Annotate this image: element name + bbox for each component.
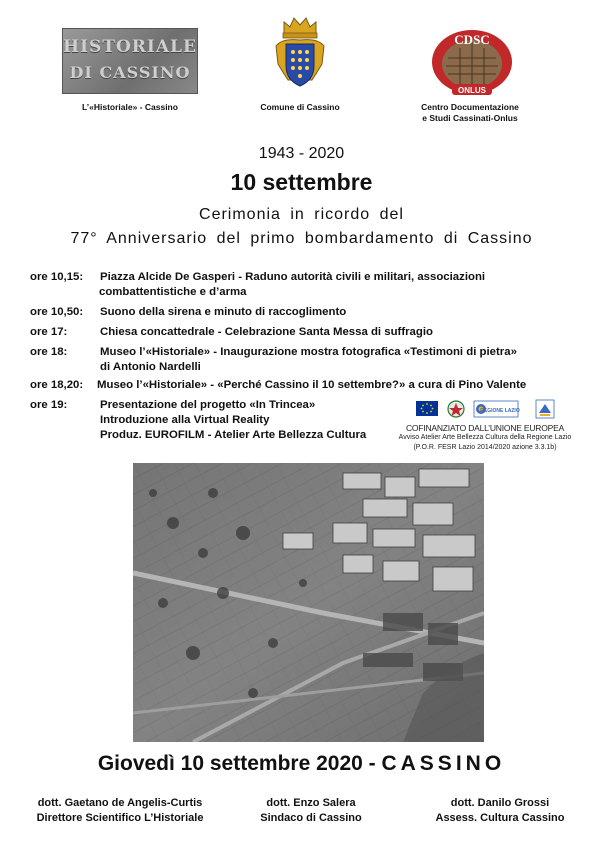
schedule-line: Museo l’«Historiale» - «Perché Cassino il 10 settembre?» a cura di Pino Valente bbox=[97, 379, 527, 391]
regione-lazio-label: REGIONE LAZIO bbox=[480, 408, 520, 414]
schedule-line: combattentistiche e d’arma bbox=[99, 286, 247, 298]
historiale-caption: L’«Historiale» - Cassino bbox=[82, 102, 178, 112]
signatory bbox=[236, 796, 386, 826]
signatory-name: dott. Enzo Salera bbox=[266, 797, 356, 809]
regione-lazio-logo-icon bbox=[474, 401, 520, 417]
signatory bbox=[415, 796, 585, 826]
schedule-time: ore 10,15: bbox=[30, 271, 84, 283]
signatory-role: Sindaco di Cassino bbox=[260, 812, 362, 824]
signatory-role: Direttore Scientifico L’Historiale bbox=[36, 812, 204, 824]
eu-logos-strip bbox=[416, 398, 556, 420]
subtitle-line2: 77° Anniversario del primo bombardamento di Cassino bbox=[70, 230, 533, 247]
signatory-name: dott. Gaetano de Angelis-Curtis bbox=[37, 797, 203, 809]
cdsc-badge-text: CDSC bbox=[454, 32, 490, 47]
historiale-logo-line1: HISTORIALE bbox=[63, 37, 197, 57]
historiale-logo-line2: DI CASSINO bbox=[69, 63, 191, 82]
cdsc-caption-line2: e Studi Cassinati-Onlus bbox=[422, 113, 518, 123]
signatory-role: Assess. Cultura Cassino bbox=[435, 812, 565, 824]
cdsc-caption-line1: Centro Documentazione bbox=[421, 102, 519, 112]
schedule-time: ore 19: bbox=[30, 399, 68, 411]
schedule-time: ore 18,20: bbox=[30, 379, 84, 391]
eu-cofinancing-line3: (P.O.R. FESR Lazio 2014/2020 azione 3.3.1b) bbox=[413, 444, 557, 451]
signatory bbox=[20, 796, 220, 826]
schedule-line: Produz. EUROFILM - Atelier Arte Bellezza Cultura bbox=[100, 429, 367, 441]
subtitle-line1: Cerimonia in ricordo del bbox=[199, 206, 404, 223]
event-city: CASSINO bbox=[381, 752, 506, 775]
years-range: 1943 - 2020 bbox=[258, 145, 345, 162]
schedule-line: Chiesa concattedrale - Celebrazione Santa Messa di suffragio bbox=[100, 326, 433, 338]
italian-republic-emblem-icon bbox=[448, 401, 464, 417]
schedule-line: Museo l’«Historiale» - Inaugurazione mostra fotografica «Testimoni di pietra» bbox=[100, 346, 517, 358]
por-fesr-logo-icon bbox=[536, 400, 554, 418]
schedule-line: Suono della sirena e minuto di raccoglimento bbox=[100, 306, 347, 318]
schedule-time: ore 10,50: bbox=[30, 306, 84, 318]
schedule-line: Introduzione alla Virtual Reality bbox=[100, 414, 270, 426]
schedule-line: di Antonio Nardelli bbox=[100, 361, 201, 373]
comune-caption: Comune di Cassino bbox=[260, 102, 340, 112]
aerial-bombing-photo bbox=[133, 463, 484, 742]
eu-flag-icon bbox=[416, 401, 438, 416]
schedule-time: ore 18: bbox=[30, 346, 68, 358]
page-title: 10 settembre bbox=[230, 169, 373, 195]
event-date-line bbox=[0, 752, 603, 776]
schedule-time: ore 17: bbox=[30, 326, 68, 338]
signatory-name: dott. Danilo Grossi bbox=[450, 797, 550, 809]
eu-cofinancing-title: COFINANZIATO DALL’UNIONE EUROPEA bbox=[405, 423, 565, 433]
cdsc-ribbon-text: ONLUS bbox=[458, 86, 486, 95]
schedule-line: Piazza Alcide De Gasperi - Raduno autorità civili e militari, associazioni bbox=[100, 271, 486, 283]
event-date: Giovedì 10 settembre 2020 - bbox=[97, 752, 382, 775]
eu-cofinancing-line2: Avviso Atelier Arte Bellezza Cultura della Regione Lazio bbox=[398, 434, 572, 441]
schedule-line: Presentazione del progetto «In Trincea» bbox=[100, 399, 316, 411]
